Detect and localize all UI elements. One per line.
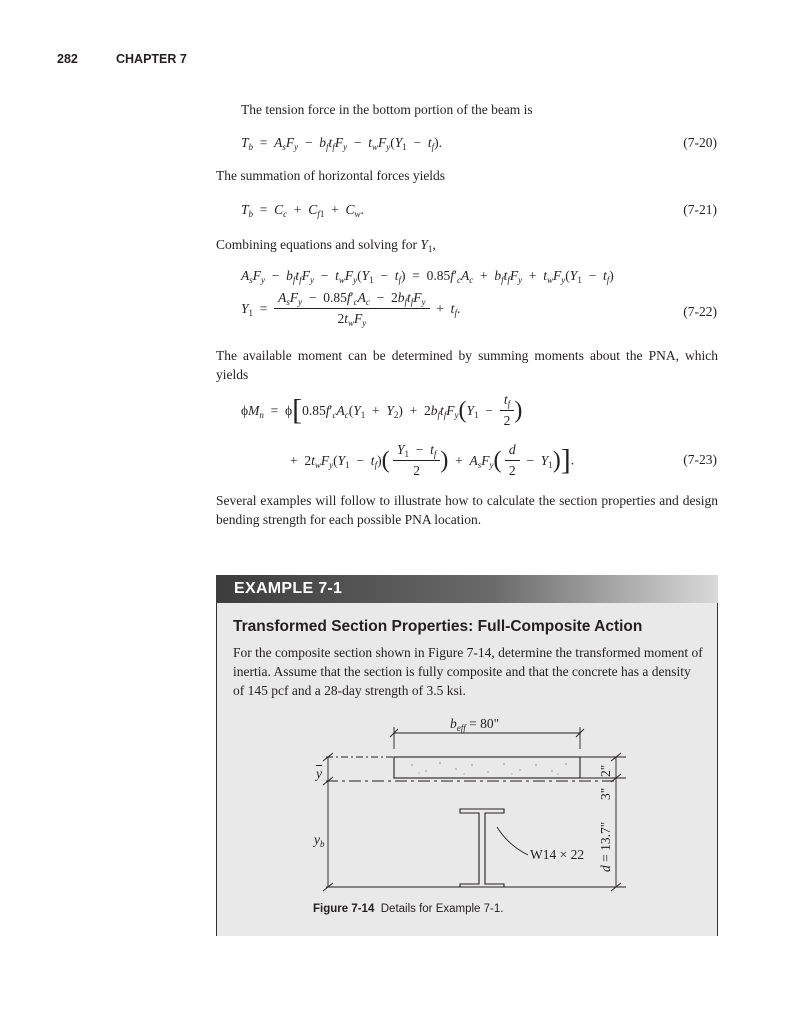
figure-caption-text: Details for Example 7-1.: [380, 903, 504, 915]
equation-combined: $A_sF_y - b_ft_fF_y - t_wF_y(Y_1 - t_f) = 0.85f'_cA_c + b_ft_fF_y + t_wF_y(Y_1 - t_f)$: [241, 268, 614, 285]
section-leader-line: [497, 827, 528, 855]
example-header-bar: [216, 575, 718, 603]
yb-symbol: y: [314, 832, 320, 847]
beff-label: $b_{eff} = 80$": [450, 716, 500, 733]
example-title: Transformed Section Properties: Full-Composite Action: [233, 618, 643, 635]
paragraph-moment: The available moment can be determined by summing moments about the PNA, which yields: [216, 348, 718, 382]
paragraph-combining-text: Combining equations and solving for: [216, 237, 417, 252]
paragraph-summation: The summation of horizontal forces yields: [216, 168, 446, 183]
concrete-slab: [394, 757, 580, 778]
equation-number-7-23: (7-23): [683, 452, 717, 467]
figure-7-14: [216, 705, 718, 900]
equation-7-22: $Y_1$ = $\frac{A_sF_y - 0.85f'_cA_c - 2b_ft_fF_y}{2t_wF_y}$ + $t_f$.: [241, 290, 461, 328]
steel-beam-section: [460, 809, 504, 887]
paragraph-examples: Several examples will follow to illustrate how to calculate the section properties and design bending strength for each possible PNA location.: [216, 493, 718, 527]
beff-value: = 80": [469, 716, 500, 731]
example-text: For the composite section shown in Figure 7-14, determine the transformed moment of inertia. Assume that the section is fully composite and that the concrete has a density of 145 pcf and a 28-day strength of 3.5 ksi.: [233, 645, 703, 698]
dim-d-value: = 13.7": [598, 821, 613, 862]
figure-caption-label: Figure 7-14: [313, 903, 375, 915]
dim-d-label: d = 13.7": [598, 821, 613, 872]
example-label: EXAMPLE 7-1: [234, 580, 343, 597]
ybar-label: $\overline{y}$: [316, 766, 322, 781]
page-number: 282: [57, 52, 78, 66]
figure-caption: [313, 903, 503, 915]
paragraph-tension: The tension force in the bottom portion of the beam is: [241, 102, 533, 117]
equation-7-23-line2: + $2t_wF_y(Y_1 - t_f)$( $\frac{Y_1 - t_f}{2}$ ) + $A_sF_y$( $\frac{d}{2}$ − $Y_1$)].: [290, 442, 575, 478]
equation-number-7-22: (7-22): [683, 304, 717, 319]
equation-7-23-line1: $\phi M_n = \phi[0.85f'_cA_c(Y_1 + Y_2) + 2b_ft_fF_y(Y_1$ − $\frac{t_f}{2}$ ): [241, 392, 523, 428]
equation-7-21: $T_b = C_c + C_{f1} + C_w$.: [241, 202, 364, 219]
equation-number-7-21: (7-21): [683, 202, 717, 217]
paragraph-combining: Combining equations and solving for $Y_1$,: [216, 237, 436, 254]
yb-label: $y_b$: [314, 832, 325, 849]
chapter-label: CHAPTER 7: [116, 52, 187, 66]
equation-number-7-20: (7-20): [683, 135, 717, 150]
dim-3-label: 3": [598, 787, 613, 800]
equation-7-20: $T_b = A_sF_y - b_ft_fF_y - t_wF_y(Y_1 - t_f)$.: [241, 135, 443, 152]
dim-2-label: 2": [598, 764, 613, 777]
section-label: W14 × 22: [530, 847, 585, 862]
